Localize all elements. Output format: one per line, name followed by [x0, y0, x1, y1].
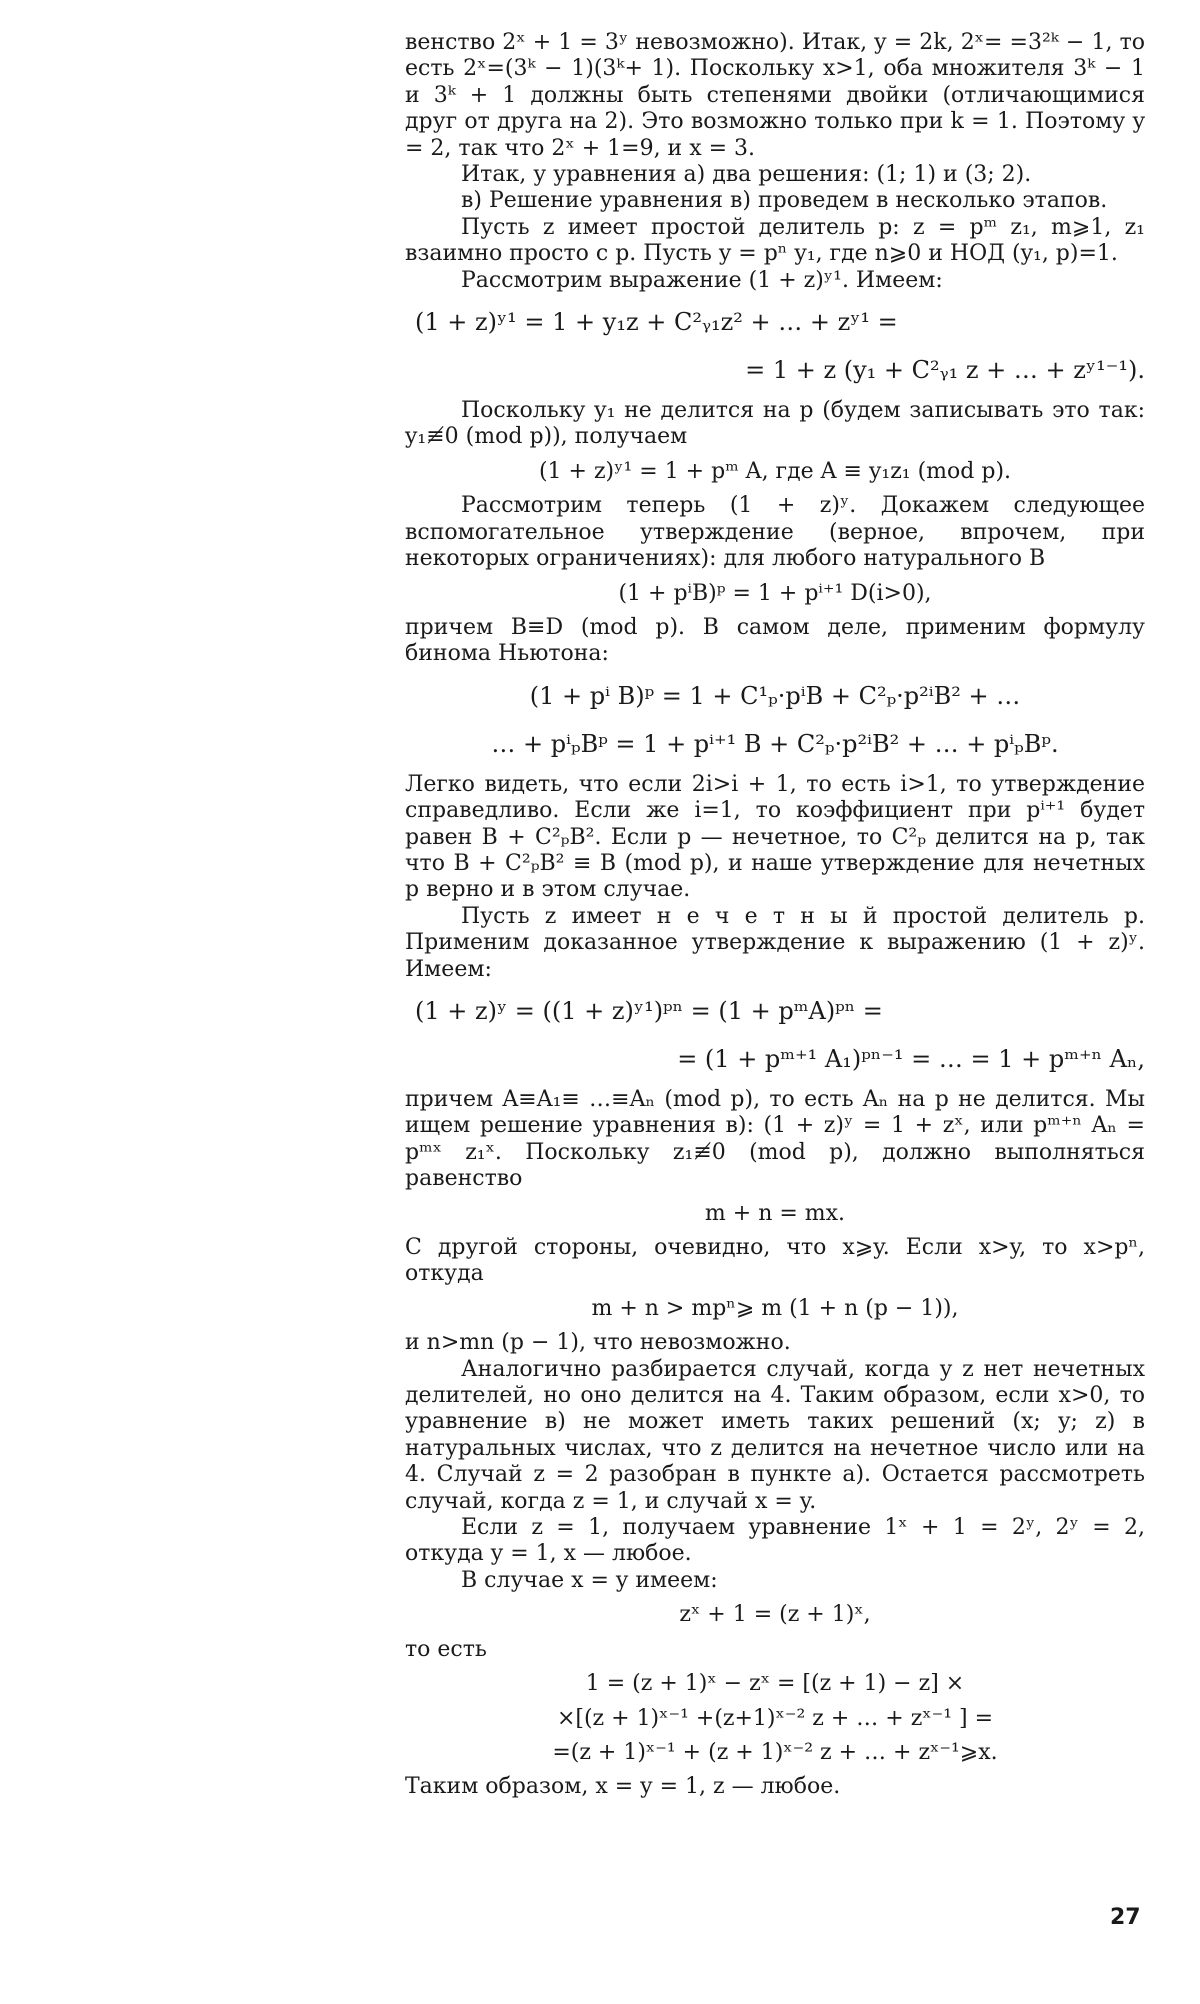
formula-line: (1 + pⁱB)ᵖ = 1 + pⁱ⁺¹ D(i>0), [618, 580, 932, 606]
formula-line: (1 + pⁱ B)ᵖ = 1 + C¹ₚ·pⁱB + C²ₚ·p²ⁱB² + … [529, 681, 1021, 710]
formula-line: ×[(z + 1)ˣ⁻¹ +(z+1)ˣ⁻² z + … + zˣ⁻¹ ] = [556, 1705, 994, 1731]
formula-line: m + n = mx. [704, 1200, 846, 1226]
paragraph: Рассмотрим выражение (1 + z)ʸ¹. Имеем: [461, 267, 943, 293]
paragraph: Итак, у уравнения а) два решения: (1; 1) и (3; 2). [461, 162, 1032, 188]
paragraph: Если z = 1, получаем уравнение 1ˣ + 1 = 2ʸ, 2ʸ = 2, откуда y = 1, x — любое. [405, 1515, 1145, 1567]
paragraph: В случае x = y имеем: [461, 1567, 718, 1593]
paragraph: причем B≡D (mod p). В самом деле, применим формулу бинома Ньютона: [405, 614, 1145, 667]
paragraph: причем A≡A₁≡ …≡Aₙ (mod p), то есть Aₙ на p не делится. Мы ищем решение уравнения в): (1 + z)ʸ = 1 + zˣ, или pᵐ⁺ⁿ Aₙ = pᵐˣ z₁ˣ. Поскольку z₁≢0 (mod p), должно выполняться равенство [405, 1086, 1145, 1192]
page-number: 27 [1110, 1905, 1141, 1930]
page-text [405, 30, 1145, 1801]
formula-line: = (1 + pᵐ⁺¹ A₁)ᵖⁿ⁻¹ = … = 1 + pᵐ⁺ⁿ Aₙ, [677, 1044, 1145, 1073]
paragraph: Таким образом, x = y = 1, z — любое. [405, 1774, 841, 1800]
paragraph: венство 2ˣ + 1 = 3ʸ невозможно). Итак, y = 2k, 2ˣ= =3²ᵏ − 1, то есть 2ˣ=(3ᵏ − 1)(3ᵏ+ 1). Поскольку x>1, оба множителя 3ᵏ − 1 и 3ᵏ + 1 должны быть степенями двойки (отличающимися друг от друга на 2). Это возможно только при k = 1. Поэтому y = 2, так что 2ˣ + 1=9, и x = 3. [405, 30, 1145, 161]
paragraph: С другой стороны, очевидно, что x⩾y. Если x>y, то x>pⁿ, откуда [405, 1235, 1145, 1287]
formula-line: m + n > mpⁿ⩾ m (1 + n (p − 1)), [591, 1295, 959, 1321]
paragraph: Легко видеть, что если 2i>i + 1, то есть i>1, то утверждение справедливо. Если же i=1, то коэффициент при pⁱ⁺¹ будет равен B + C²ₚB². Если p — нечетное, то C²ₚ делится на p, так что B + C²ₚB² ≡ B (mod p), и наше утверждение для нечетных p верно и в этом случае. [405, 771, 1145, 903]
paragraph: Пусть z имеет н е ч е т н ы й простой делитель p. Применим доказанное утверждение к выражению (1 + z)ʸ. Имеем: [405, 903, 1145, 982]
paragraph: Поскольку y₁ не делится на p (будем записывать это так: y₁≢0 (mod p)), получаем [405, 398, 1145, 450]
formula-line: =(z + 1)ˣ⁻¹ + (z + 1)ˣ⁻² z + … + zˣ⁻¹⩾x. [552, 1739, 998, 1765]
formula-line: (1 + z)ʸ¹ = 1 + y₁z + C²ᵧ₁z² + … + zʸ¹ = [415, 308, 898, 337]
formula-line: 1 = (z + 1)ˣ − zˣ = [(z + 1) − z] × [585, 1671, 965, 1697]
formula-line: (1 + z)ʸ = ((1 + z)ʸ¹)ᵖⁿ = (1 + pᵐA)ᵖⁿ = [415, 996, 883, 1025]
paragraph: то есть [405, 1636, 487, 1662]
formula-line: = 1 + z (y₁ + C²ᵧ₁ z + … + zʸ¹⁻¹). [745, 356, 1145, 385]
paragraph: Рассмотрим теперь (1 + z)ʸ. Докажем следующее вспомогательное утверждение (верное, впрочем, при некоторых ограничениях): для любого натурального B [405, 493, 1145, 572]
paragraph: и n>mn (p − 1), что невозможно. [405, 1330, 791, 1356]
paragraph: Пусть z имеет простой делитель p: z = pᵐ z₁, m⩾1, z₁ взаимно просто с p. Пусть y = pⁿ y₁, где n⩾0 и НОД (y₁, p)=1. [405, 214, 1145, 267]
paragraph: в) Решение уравнения в) проведем в несколько этапов. [461, 188, 1108, 214]
paragraph: Аналогично разбирается случай, когда у z нет нечетных делителей, но оно делится на 4. Таким образом, если x>0, то уравнение в) не может иметь таких решений (x; y; z) в натуральных числах, что z делится на нечетное число или на 4. Случай z = 2 разобран в пункте а). Остается рассмотреть случай, когда z = 1, и случай x = y. [405, 1356, 1145, 1514]
formula-line: (1 + z)ʸ¹ = 1 + pᵐ A, где A ≡ y₁z₁ (mod p). [538, 458, 1012, 484]
formula-line: … + pⁱₚBᵖ = 1 + pⁱ⁺¹ B + C²ₚ·p²ⁱB² + … + pⁱₚBᵖ. [491, 729, 1059, 758]
formula-line: zˣ + 1 = (z + 1)ˣ, [679, 1602, 871, 1628]
